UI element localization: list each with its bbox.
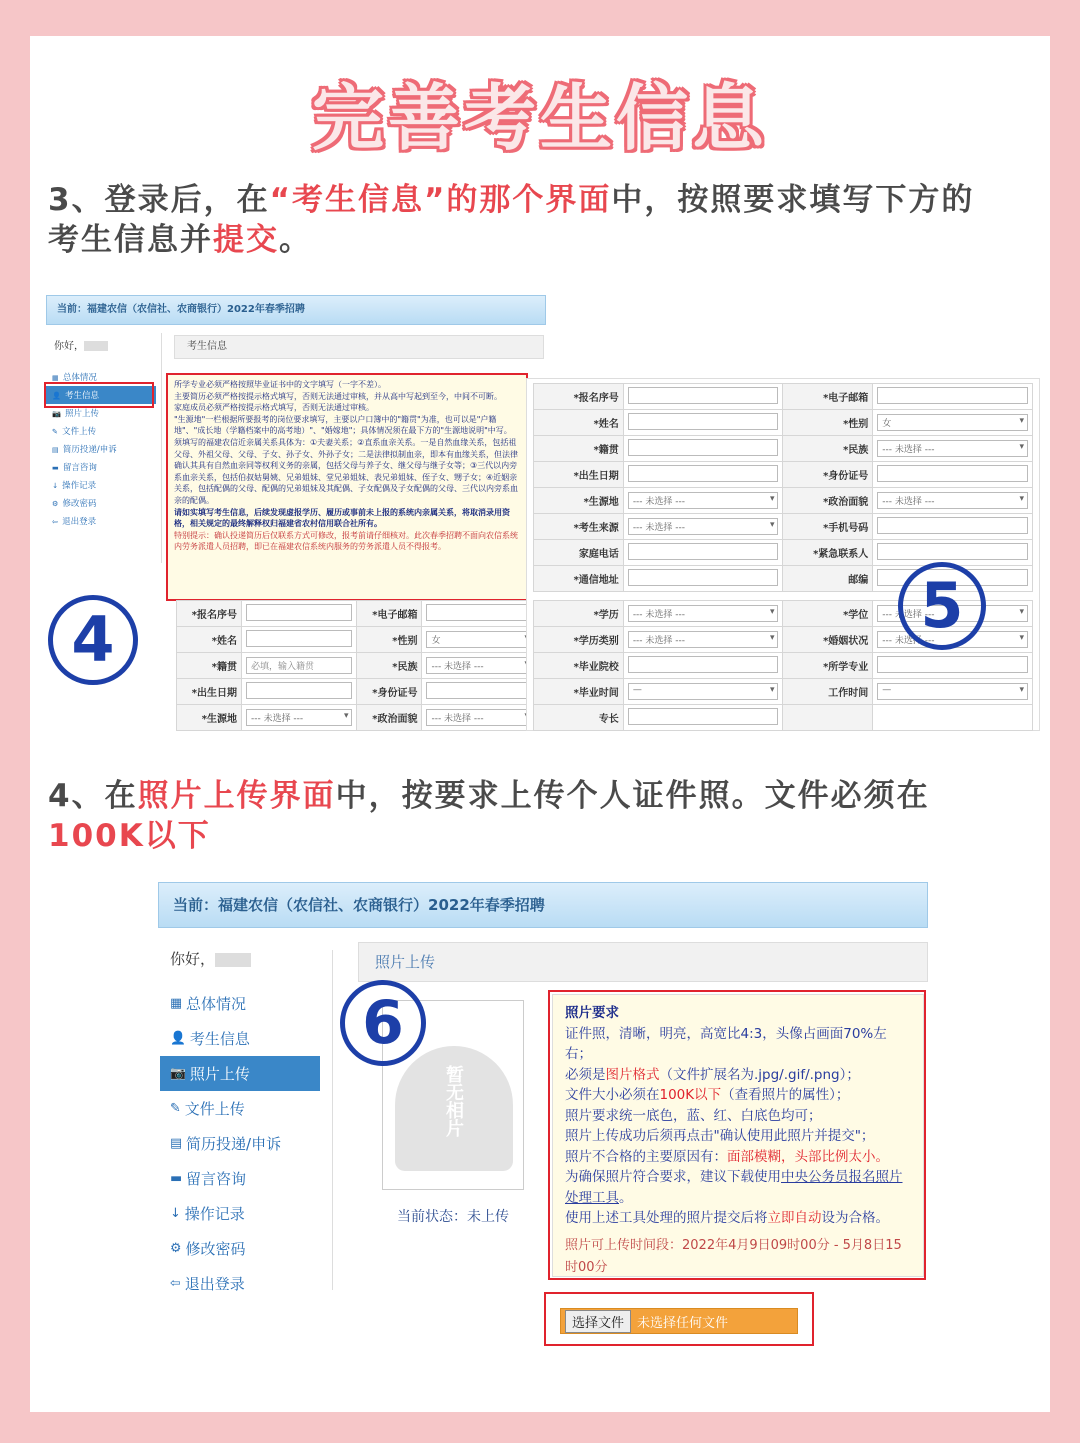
sidebar-item-5[interactable] [160, 1161, 320, 1196]
tool-link[interactable]: 中央公务员报名照片处理工具 [565, 1169, 903, 1206]
select-field[interactable]: --- 未选择 --- ▾ [628, 605, 779, 622]
camera-icon: 📷 [52, 408, 61, 418]
select-field[interactable]: --- 未选择 --- ▾ [877, 492, 1028, 509]
text-field[interactable] [877, 656, 1028, 673]
field-label: *学历 [534, 601, 624, 627]
text-field[interactable]: 必填，输入籍贯 [246, 657, 353, 674]
document-icon: ▤ [52, 444, 59, 454]
req-text: 。 [619, 1189, 633, 1206]
file-icon: ✎ [52, 426, 59, 436]
form-row [534, 462, 1033, 488]
select-field[interactable]: 女 ▾ [426, 631, 533, 648]
text-field[interactable] [877, 543, 1028, 560]
req-highlight: 立即自动 [767, 1210, 822, 1226]
select-field[interactable]: --- 未选择 --- ▾ [628, 492, 779, 509]
logout-icon: ⇦ [170, 1276, 181, 1291]
req-text: 必须是 [565, 1066, 606, 1083]
req-text: 使用上述工具处理的照片提交后将 [565, 1210, 768, 1226]
field-label: *毕业时间 [534, 679, 624, 705]
text-field[interactable] [426, 682, 533, 699]
document-icon: ▤ [170, 1136, 183, 1151]
sidebar-item-label: 文件上传 [62, 427, 97, 437]
sidebar-item-label: 修改密码 [185, 1240, 246, 1258]
select-field[interactable]: --- 未选择 --- ▾ [426, 657, 533, 674]
badge-4: 4 [48, 595, 138, 685]
sidebar-item-label: 修改密码 [62, 499, 97, 509]
sidebar-item-0[interactable] [160, 986, 320, 1021]
field-label: *身份证号 [357, 679, 422, 705]
message-icon: ▬ [52, 462, 59, 472]
page-title: 完善考生信息 [311, 76, 768, 160]
text-field[interactable] [628, 439, 779, 456]
no-file-label: 未选择任何文件 [637, 1315, 729, 1331]
field-label: *出生日期 [177, 679, 242, 705]
field-label: *性别 [357, 627, 422, 653]
field-label [783, 705, 873, 731]
field-label: 家庭电话 [534, 540, 624, 566]
field-label: *民族 [357, 653, 422, 679]
sidebar-item-4[interactable] [46, 440, 156, 458]
form-row [534, 488, 1033, 514]
select-field[interactable]: --- 未选择 --- ▾ [628, 518, 779, 535]
form-row [534, 705, 1033, 731]
user-icon: 👤 [52, 390, 61, 400]
select-field[interactable]: — ▾ [877, 683, 1028, 700]
field-label: *籍贯 [177, 653, 242, 679]
sidebar-item-label: 照片上传 [189, 1065, 250, 1083]
form-row [177, 679, 538, 705]
field-label: *性别 [783, 410, 873, 436]
sidebar-item-label: 操作记录 [184, 1205, 245, 1223]
text-field[interactable] [628, 387, 779, 404]
greeting: 你好， [46, 333, 156, 356]
text-field[interactable] [628, 569, 779, 586]
field-label: *姓名 [534, 410, 624, 436]
sidebar-item-5[interactable] [46, 458, 156, 476]
grid-icon: ▦ [52, 372, 59, 382]
form-row [534, 436, 1033, 462]
notice-line: 主要简历必须严格按提示格式填写，否则无法通过审核，并从高中写起到至今，中间不可断。 [174, 391, 502, 401]
sidebar-item-7[interactable] [46, 494, 156, 512]
form-row [177, 627, 538, 653]
field-label: *手机号码 [783, 514, 873, 540]
sidebar-item-4[interactable] [160, 1126, 320, 1161]
sidebar-item-label: 简历投递/申诉 [62, 445, 117, 455]
req-text: （文件扩展名为.jpg/.gif/.png）； [659, 1066, 860, 1083]
sidebar-item-7[interactable] [160, 1231, 320, 1266]
sidebar-item-label: 退出登录 [62, 517, 97, 527]
sidebar-item-label: 考生信息 [189, 1030, 250, 1048]
field-label: *生源地 [177, 705, 242, 731]
form-row [534, 679, 1033, 705]
highlight-requirements [548, 990, 926, 1280]
grid-icon: ▦ [170, 996, 183, 1011]
form-row [177, 601, 538, 627]
field-label: *考生来源 [534, 514, 624, 540]
badge-6: 6 [340, 980, 426, 1066]
select-field[interactable]: --- 未选择 --- ▾ [426, 709, 533, 726]
field-label: *通信地址 [534, 566, 624, 592]
sidebar-item-label: 总体情况 [186, 995, 247, 1013]
select-field[interactable]: 女 ▾ [877, 414, 1028, 431]
field-label: *政治面貌 [357, 705, 422, 731]
text-field[interactable] [877, 387, 1028, 404]
header-bar: 当前：福建农信（农信社、农商银行）2022年春季招聘 [46, 295, 546, 325]
notice-line: 须填写的福建农信近亲属关系具体为：①夫妻关系；②直系血亲关系。一是自然血缘关系，包括祖父母、外祖父母、父母、子女、孙子女、外孙子女；二是法律拟制血亲，即本有血缘关系，但法律确认其具有自然血亲同等权利义务的亲属，包括父母与养子女、继父母与继子女等；③三代以内旁系血亲关系，包括伯叔姑舅姨、兄弟姐妹、堂兄弟姐妹、表兄弟姐妹、侄子女、甥子女；④近姻亲关系，包括配偶的父母、配偶的兄弟姐妹及其配偶、子女配偶及子女配偶的父母、三代以内旁系血亲的配偶。 [174, 437, 518, 505]
field-label: *民族 [783, 436, 873, 462]
notice-line: 家庭成员必须严格按提示格式填写，否则无法通过审核。 [174, 403, 374, 413]
file-icon: ✎ [170, 1101, 181, 1116]
form-row [534, 384, 1033, 410]
req-highlight: 面部模糊，头部比例太小。 [727, 1148, 889, 1165]
form-row [177, 653, 538, 679]
gear-icon: ⚙ [52, 498, 59, 508]
upload-status: 当前状态：未上传 [397, 1209, 509, 1225]
placeholder-text: 暂无相片 [443, 1065, 464, 1137]
req-text: 照片上传成功后须再点击"确认使用此照片并提交"； [565, 1128, 875, 1144]
sidebar-item-8[interactable] [160, 1266, 320, 1301]
form-row [534, 653, 1033, 679]
text-field[interactable] [628, 413, 779, 430]
sidebar-item-label: 退出登录 [184, 1275, 245, 1293]
header-bar: 当前：福建农信（农信社、农商银行）2022年春季招聘 [158, 882, 928, 928]
text-field[interactable] [246, 682, 353, 699]
sidebar-item-label: 留言咨询 [62, 463, 97, 473]
sidebar-item-3[interactable] [46, 422, 156, 440]
sort-icon: ↓ [170, 1206, 181, 1221]
sort-icon: ↓ [52, 480, 59, 490]
upload-time: 照片可上传时间段：2022年4月9日09时00分 - 5月8日15时00分 [565, 1237, 902, 1275]
text-field[interactable] [628, 465, 779, 482]
camera-icon: 📷 [170, 1066, 186, 1081]
sidebar-item-label: 文件上传 [184, 1100, 245, 1118]
field-label: *政治面貌 [783, 488, 873, 514]
tab-photo-upload[interactable]: 照片上传 [358, 942, 928, 982]
sidebar-item-label: 考生信息 [65, 391, 100, 401]
highlight-menu [44, 382, 154, 408]
sidebar-item-2[interactable] [160, 1056, 320, 1091]
highlight-file-input [544, 1292, 814, 1346]
text-field[interactable] [628, 543, 779, 560]
field-label: *身份证号 [783, 462, 873, 488]
sidebar-item-label: 留言咨询 [186, 1170, 247, 1188]
field-label: *学位 [783, 601, 873, 627]
form-row [534, 514, 1033, 540]
req-highlight: 100K以下 [659, 1087, 722, 1103]
req-text: （查看照片的属性）； [721, 1087, 850, 1103]
text-field[interactable] [246, 604, 353, 621]
step-3-text: 3、登录后，在“考生信息”的那个界面中，按照要求填写下方的 考生信息并提交。 [48, 182, 975, 258]
sidebar-item-8[interactable] [46, 512, 156, 530]
field-label: *电子邮箱 [357, 601, 422, 627]
field-label: *出生日期 [534, 462, 624, 488]
sidebar-item-6[interactable] [46, 476, 156, 494]
sidebar-item-label: 操作记录 [62, 481, 97, 491]
req-text: 照片要求统一底色，蓝、红、白底色均可； [565, 1107, 822, 1124]
gear-icon: ⚙ [170, 1241, 182, 1256]
form-row [534, 540, 1033, 566]
field-label: 专长 [534, 705, 624, 731]
req-text: 照片不合格的主要原因有： [565, 1148, 727, 1165]
sidebar-item-label: 简历投递/申诉 [186, 1135, 282, 1153]
form-row [534, 410, 1033, 436]
field-label: *生源地 [534, 488, 624, 514]
text-field[interactable] [628, 708, 779, 725]
select-field[interactable]: --- 未选择 --- ▾ [877, 631, 1028, 648]
select-field[interactable]: --- 未选择 --- ▾ [246, 709, 353, 726]
notice-line: 所学专业必须严格按照毕业证书中的文字填写（一字不差）。 [174, 380, 386, 389]
text-field[interactable] [877, 517, 1028, 534]
req-text: 为确保照片符合要求，建议下载使用 [565, 1169, 781, 1185]
logout-icon: ⇦ [52, 516, 59, 526]
select-field[interactable]: --- 未选择 --- ▾ [877, 605, 1028, 622]
field-label: *报名序号 [534, 384, 624, 410]
text-field[interactable] [628, 656, 779, 673]
req-text: 证件照，清晰，明亮，高宽比4:3，头像占画面70%左右； [565, 1025, 887, 1062]
field-label: *所学专业 [783, 653, 873, 679]
user-icon: 👤 [170, 1031, 186, 1046]
text-field[interactable] [246, 630, 353, 647]
form-row [177, 705, 538, 731]
select-field[interactable]: — ▾ [628, 683, 779, 700]
field-label: 邮编 [783, 566, 873, 592]
select-field[interactable]: --- 未选择 --- ▾ [628, 631, 779, 648]
requirements-title: 照片要求 [565, 1005, 619, 1021]
field-label: *婚姻状况 [783, 627, 873, 653]
step-4-text: 4、在照片上传界面中，按要求上传个人证件照。文件必须在 100K以下 [48, 778, 930, 854]
field-label: 工作时间 [783, 679, 873, 705]
greeting: 你好， [170, 948, 251, 969]
select-field[interactable]: --- 未选择 --- ▾ [877, 440, 1028, 457]
notice-box [166, 373, 528, 601]
text-field[interactable] [877, 465, 1028, 482]
screenshot-full-form [526, 378, 1040, 731]
req-text: 文件大小必须在 [565, 1087, 660, 1103]
field-label: *电子邮箱 [783, 384, 873, 410]
field-label: *报名序号 [177, 601, 242, 627]
sidebar-item-label: 照片上传 [65, 409, 100, 419]
field-label: *毕业院校 [534, 653, 624, 679]
tab-student-info[interactable]: 考生信息 [174, 335, 544, 359]
sidebar-item-label: 总体情况 [62, 373, 97, 383]
notice-line: 请如实填写考生信息，后续发现虚报学历、履历或事前未上报的系统内亲属关系，将取消录用资格，相关规定的最终解释权归福建省农村信用联合社所有。 [174, 507, 510, 529]
info-form [176, 600, 538, 731]
field-label: *紧急联系人 [783, 540, 873, 566]
text-field[interactable] [426, 604, 533, 621]
field-label: *姓名 [177, 627, 242, 653]
req-text: 设为合格。 [821, 1210, 889, 1226]
req-highlight: 图片格式 [605, 1066, 660, 1083]
sidebar-item-3[interactable] [160, 1091, 320, 1126]
message-icon: ▬ [170, 1171, 183, 1186]
sidebar-item-1[interactable] [160, 1021, 320, 1056]
sidebar-item-6[interactable] [160, 1196, 320, 1231]
choose-file-button[interactable]: 选择文件 [565, 1310, 631, 1333]
notice-line: 特别提示：确认投递简历后仅联系方式可修改，报考前请仔细核对。此次春季招聘不面向农信系统内劳务派遣人员招聘，即已在福建农信系统内服务的劳务派遣人员不得报考。 [174, 530, 518, 552]
field-label: *学历类别 [534, 627, 624, 653]
badge-5: 5 [898, 562, 986, 650]
field-label: *籍贯 [534, 436, 624, 462]
notice-line: "生源地"一栏根据所要报考的岗位要求填写，主要以户口簿中的"籍贯"为准，也可以是"户籍地"、"成长地（学籍档案中的高考地）"、"婚嫁地"；具体情况须在最下方的"生源地说明"中写。 [174, 414, 512, 436]
